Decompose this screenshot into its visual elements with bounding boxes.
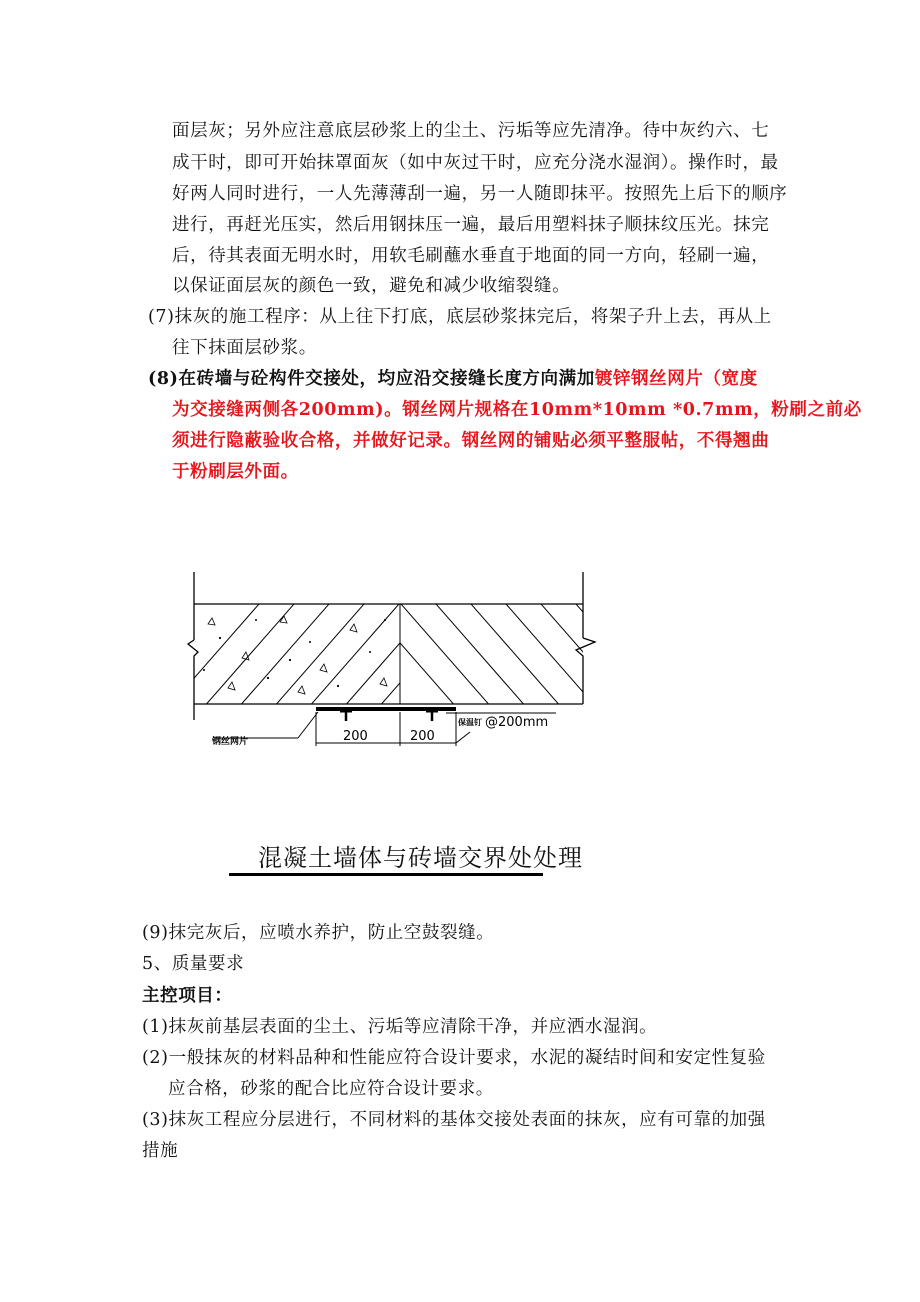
main-items-title: 主控项目：: [142, 986, 233, 1006]
anchor-spacing-label: @200mm: [485, 715, 549, 730]
right-dimension: 200: [410, 729, 435, 744]
item-9: (9)抹完灰后，应喷水养护，防止空鼓裂缝。: [142, 923, 495, 943]
item-7-line2: 往下抹面层砂浆。: [172, 338, 317, 358]
para-line: 以保证面层灰的颜色一致，避免和减少收缩裂缝。: [172, 276, 571, 296]
quality-item-2-line1: (2)一般抹灰的材料品种和性能应符合设计要求，水泥的凝结时间和安定性复验: [142, 1048, 766, 1068]
para-line: 成干时，即可开始抹罩面灰（如中灰过干时，应充分浇水湿润）。操作时，最: [172, 153, 779, 173]
anchor-label: 保温钉: [458, 718, 482, 727]
quality-item-2-line2: 应合格，砂浆的配合比应符合设计要求。: [168, 1079, 494, 1099]
item-7-line1: (7)抹灰的施工程序：从上往下打底，底层砂浆抹完后，将架子升上去，再从上: [148, 307, 772, 327]
item-8-line1: [148, 369, 758, 389]
quality-item-3-line1: (3)抹灰工程应分层进行，不同材料的基体交接处表面的抹灰，应有可靠的加强: [142, 1110, 766, 1130]
mesh-label: 钢丝网片: [212, 737, 249, 747]
left-dimension: 200: [343, 729, 368, 744]
section-5-heading: 5、质量要求: [142, 954, 245, 974]
item-8-red-text: 镀锌钢丝网片（宽度: [594, 369, 758, 389]
item-8-line2: 为交接缝两侧各200mm)。钢丝网片规格在10mm*10mm *0.7mm，粉刷之前必: [172, 400, 862, 420]
caption-underline: [229, 873, 543, 876]
item-8-line3: 须进行隐蔽验收合格，并做好记录。钢丝网的铺贴必须平整服帖，不得翘曲: [172, 431, 770, 451]
junction-detail-diagram: [180, 560, 610, 760]
item-8-black-text: (8)在砖墙与砼构件交接处，均应沿交接缝长度方向满加: [148, 369, 595, 389]
para-line: 进行，再赶光压实，然后用钢抹压一遍，最后用塑料抹子顺抹纹压光。抹完: [172, 215, 770, 235]
quality-item-3-line2: 措施: [142, 1141, 179, 1161]
diagram-caption: 混凝土墙体与砖墙交界处处理: [258, 844, 583, 872]
quality-item-1: (1)抹灰前基层表面的尘土、污垢等应清除干净，并应洒水湿润。: [142, 1017, 658, 1037]
item-8-line4: 于粉刷层外面。: [172, 462, 299, 482]
para-line: 好两人同时进行，一人先薄薄刮一遍，另一人随即抹平。按照先上后下的顺序: [172, 184, 788, 204]
para-line: 面层灰；另外应注意底层砂浆上的尘土、污垢等应先清净。待中灰约六、七: [172, 121, 770, 141]
para-line: 后，待其表面无明水时，用软毛刷蘸水垂直于地面的同一方向，轻刷一遍，: [172, 246, 770, 266]
